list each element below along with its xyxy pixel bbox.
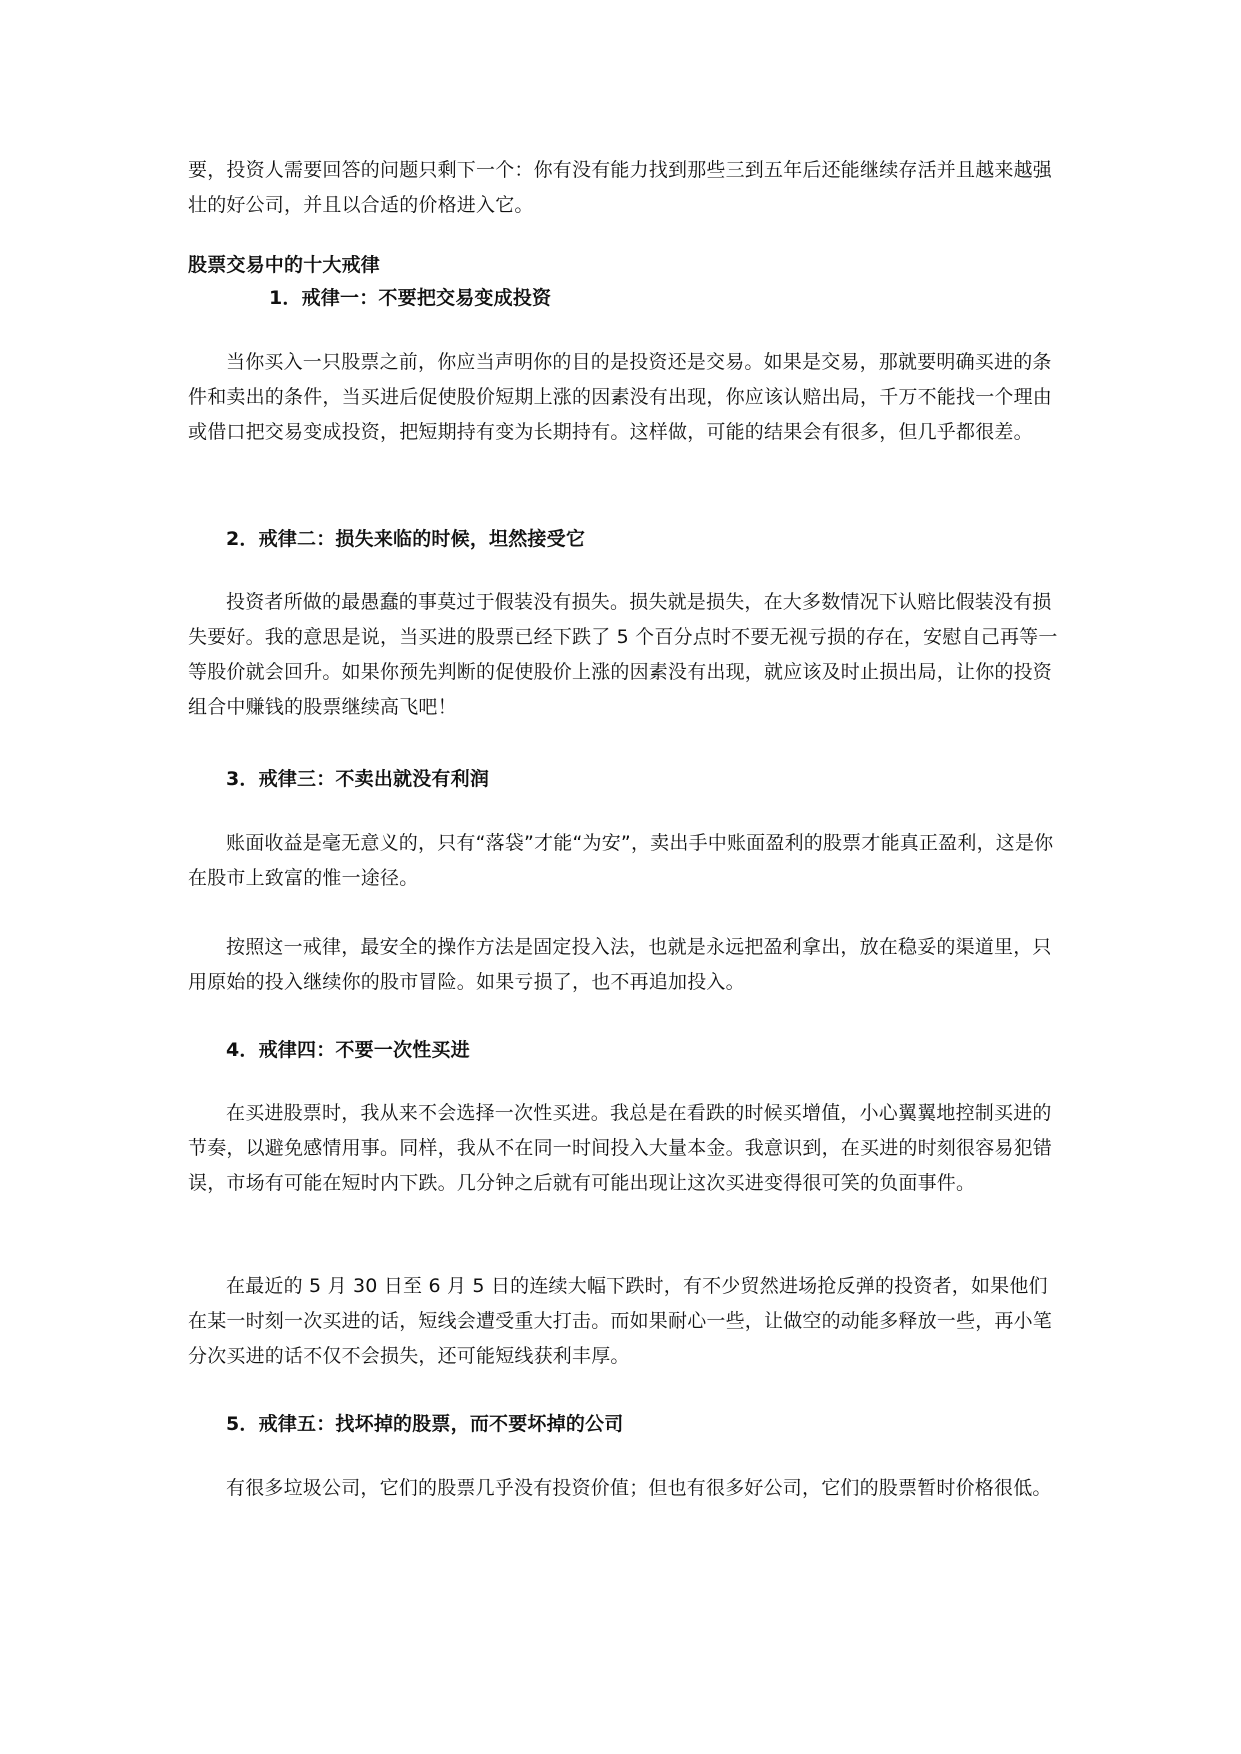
intro-continuation: 要，投资人需要回答的问题只剩下一个：你有没有能力找到那些三到五年后还能继续存活并且越来越强壮的好公司，并且以合适的价格进入它。 bbox=[188, 159, 1053, 216]
rule-3-heading: 3．戒律三：不卖出就没有利润 bbox=[226, 768, 490, 790]
rule-2-paragraph: 投资者所做的最愚蠢的事莫过于假装没有损失。损失就是损失，在大多数情况下认赔比假装没有损失要好。我的意思是说，当买进的股票已经下跌了 5 个百分点时不要无视亏损的存在，安慰自己再等一等股价就会回升。如果你预先判断的促使股价上涨的因素没有出现，就应该及时止损出局，让你的投资组合中赚钱的股票继续高飞吧！ bbox=[188, 591, 1058, 718]
rule-2-heading: 2．戒律二：损失来临的时候，坦然接受它 bbox=[226, 528, 586, 550]
rule-3-paragraph-2: 按照这一戒律，最安全的操作方法是固定投入法，也就是永远把盈利拿出，放在稳妥的渠道里，只用原始的投入继续你的股市冒险。如果亏损了，也不再追加投入。 bbox=[188, 936, 1052, 993]
rule-4-paragraph-2: 在最近的 5 月 30 日至 6 月 5 日的连续大幅下跌时，有不少贸然进场抢反弹的投资者，如果他们在某一时刻一次买进的话，短线会遭受重大打击。而如果耐心一些，让做空的动能多释放一些，再小笔分次买进的话不仅不会损失，还可能短线获利丰厚。 bbox=[188, 1275, 1053, 1367]
rule-5-heading: 5．戒律五：找坏掉的股票，而不要坏掉的公司 bbox=[226, 1413, 624, 1435]
rule-1-heading: 1．戒律一：不要把交易变成投资 bbox=[269, 287, 552, 309]
rule-4-heading: 4．戒律四：不要一次性买进 bbox=[226, 1039, 470, 1061]
rule-3-paragraph-1: 账面收益是毫无意义的，只有“落袋”才能“为安”，卖出手中账面盈利的股票才能真正盈利，这是你在股市上致富的惟一途径。 bbox=[188, 832, 1054, 889]
rule-5-paragraph: 有很多垃圾公司，它们的股票几乎没有投资价值；但也有很多好公司，它们的股票暂时价格很低。 bbox=[226, 1477, 1052, 1499]
section-title: 股票交易中的十大戒律 bbox=[188, 254, 381, 276]
rule-4-paragraph-1: 在买进股票时，我从来不会选择一次性买进。我总是在看跌的时候买增值，小心翼翼地控制买进的节奏，以避免感情用事。同样，我从不在同一时间投入大量本金。我意识到，在买进的时刻很容易犯错误，市场有可能在短时内下跌。几分钟之后就有可能出现让这次买进变得很可笑的负面事件。 bbox=[188, 1102, 1053, 1194]
rule-1-paragraph: 当你买入一只股票之前，你应当声明你的目的是投资还是交易。如果是交易，那就要明确买进的条件和卖出的条件，当买进后促使股价短期上涨的因素没有出现，你应该认赔出局，千万不能找一个理由或借口把交易变成投资，把短期持有变为长期持有。这样做，可能的结果会有很多，但几乎都很差。 bbox=[188, 351, 1053, 443]
